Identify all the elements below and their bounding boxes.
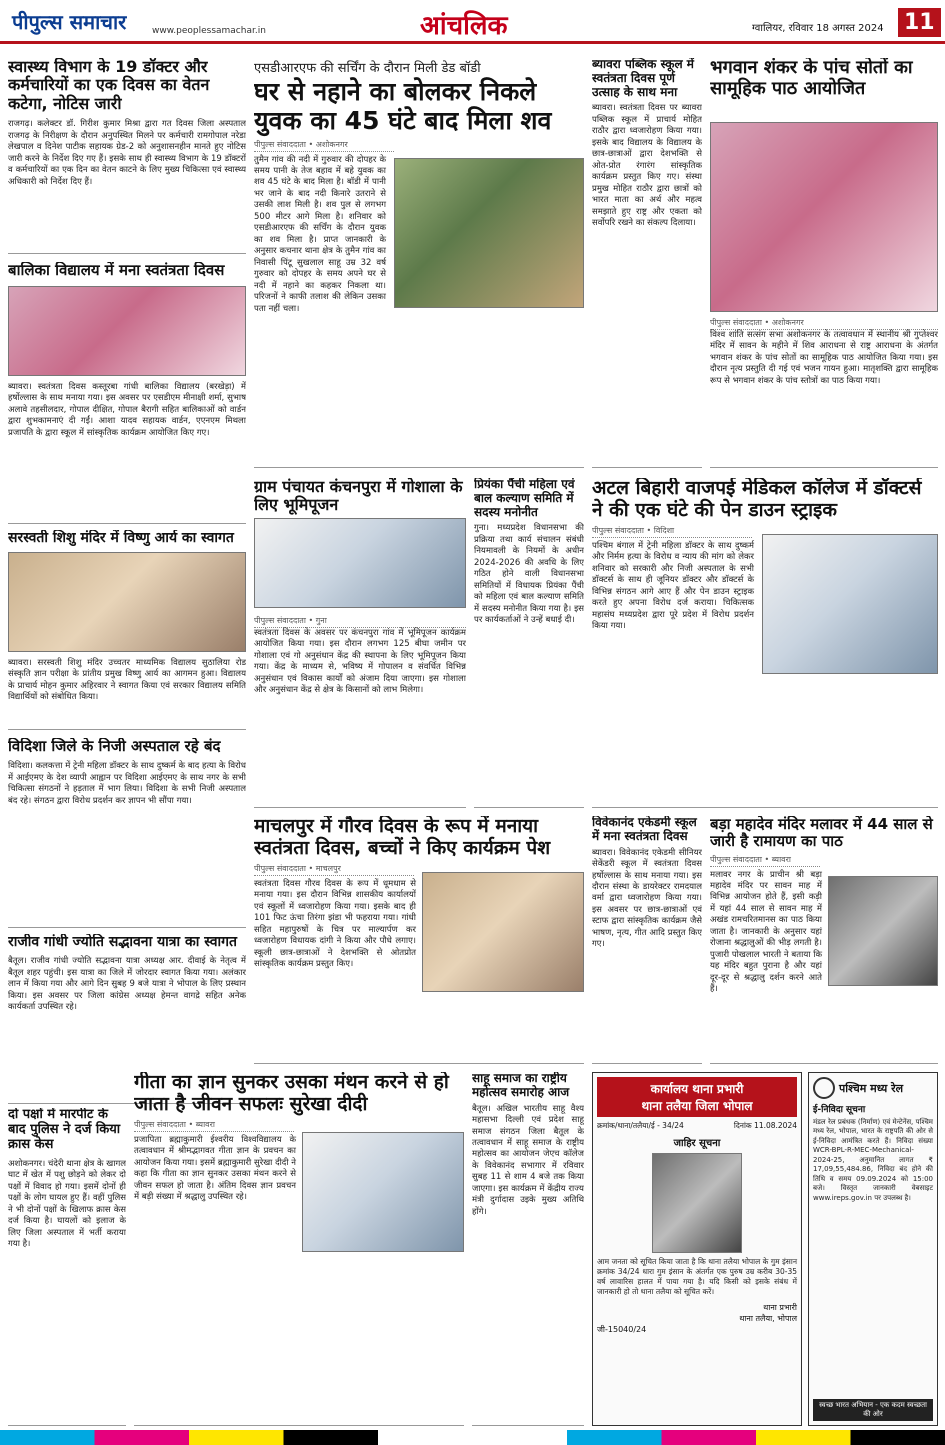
article-body: बैतूल। अखिल भारतीय साहू वैश्य महासभा दिल्ली एवं प्रदेश साहू समाज संगठन जिला बैतूल के तत्वावधान में साहू समाज के राष्ट्रीय महोत्सव का आयोजन जेएच कॉलेज के विवेकानंद सभागार में रविवार सुबह 11 से शाम 4 बजे तक किया जाएगा। इस कार्यक्रम में केंद्रीय राज्य मंत्री दुर्गादास उइके मुख्य अतिथि होंगे। [472, 1103, 584, 1217]
notice-adno: जी-15040/24 [597, 1324, 647, 1334]
headline: बड़ा महादेव मंदिर मलावर में 44 साल से जारी है रामायण का पाठ [710, 816, 933, 851]
masthead [0, 0, 945, 44]
article-machalpur [254, 816, 584, 1064]
site-url[interactable]: www.peoplessamachar.in [152, 26, 266, 36]
byline: पीपुल्स संवाददाता • अशोकनगर [254, 139, 394, 152]
article-body: मलावर नगर के प्राचीन श्री बड़ा महादेव मंदिर पर सावन माह में विभिन्न आयोजन होते हैं, इसी कड़ी में यहां 44 साल से सावन माह में अखंड रामचरितमानस का पाठ किया जाता है। जानकारी के अनुसार यहां रोजाना श्रद्धालुओं की भीड़ लगती है। पुजारी पोखलाल भारती ने बताया कि यह मंदिर बहुत पुराना है और यहां दूर-दूर से श्रद्धालु दर्शन करने आते हैं। [710, 869, 822, 995]
notice-label: जाहिर सूचना [673, 1138, 721, 1149]
byline: पीपुल्स संवाददाता • विदिशा [592, 525, 752, 538]
article-gaushala [254, 478, 466, 808]
headline: विवेकानंद एकेडमी स्कूल में मना स्वतंत्रता दिवस [592, 816, 697, 843]
headline: विदिशा जिले के निजी अस्पताल रहे बंद [8, 738, 221, 755]
article-dead-body [254, 58, 584, 468]
photo [710, 122, 938, 312]
article-body: ब्यावरा। सरस्वती शिशु मंदिर उच्चतर माध्यमिक विद्यालय सुठालिया रोड संस्कृति ज्ञान परीक्षा के प्रांतीय प्रमुख विष्णु आर्य का आगमन हुआ। विद्यालय के प्राचार्य मोहन कुमार अहिरवार ने स्वागत किया एवं सरकार विद्यालय समिति विद्यार्थियों को संबोधित किया। [8, 658, 246, 703]
notice-sign: थाना प्रभारी [763, 1302, 797, 1312]
byline: पीपुल्स संवाददाता • माचलपुर [254, 863, 414, 876]
photo [302, 1132, 464, 1252]
headline: दो पक्षों में मारपीट के बाद पुलिस ने दर्ज किया क्रास केस [8, 1108, 121, 1152]
photo [422, 872, 584, 992]
photo [8, 286, 246, 376]
headline: ग्राम पंचायत कंचनपुरा में गोशाला के लिए भूमिपूजन [254, 478, 463, 515]
article-cross-case [8, 1108, 126, 1426]
headline: बालिका विद्यालय में मना स्वतंत्रता दिवस [8, 262, 225, 279]
article-public-school [592, 58, 702, 468]
notice-subtitle: थाना तलैया जिला भोपाल [641, 1099, 753, 1113]
headline: साहू समाज का राष्ट्रीय महोत्सव समारोह आज [472, 1072, 570, 1099]
article-body: स्वतंत्रता दिवस गौरव दिवस के रूप में धूमधाम से मनाया गया। इस दौरान विभिन्न शासकीय कार्यालयों एवं स्कूलों में ध्वजारोहण किया गया। इसके बाद ही 101 फिट ऊंचा तिरंगा झंडा भी फहराया गया। गांधी सहित महापुरुषों के चित्र पर माल्यार्पण कर ध्वजारोहण विधायक दांगी ने किया और पौधे लगाए। स्कूली छात्र-छात्राओं ने देशभक्ति से ओतप्रोत सांस्कृतिक कार्यक्रम प्रस्तुत किए। [254, 878, 416, 969]
article-body: स्वतंत्रता दिवस के अवसर पर कंचनपुरा गांव में भूमिपूजन कार्यक्रम आयोजित किया गया। इस दौरान लगभग 125 बीघा जमीन पर गोशाला एवं गो अनुसंधान केंद्र की स्थापना के लिए भूमिपूजन किया गया। केंद्र के माध्यम से, भविष्य में गोपालन व संवर्धित विभिन्न अनुसंधान एवं विकास कार्यों को अंजाम दिया जाएगा। इस गोशाला और अनुसंधान केंद्र से क्षेत्र के किसानों को लाभ मिलेगा। [254, 628, 466, 696]
article-body: अशोकनगर। चंदेरी थाना क्षेत्र के खागल घाट में खेत में पशु छोड़ने को लेकर दो पक्षों में विवाद हो गया। इसमें दोनों ही पक्षों के लोग घायल हुए हैं। वहीं पुलिस ने भी दोनों पक्षों के खिलाफ क्रास केस दर्ज किया है। घायलों को इलाज के लिए जिला अस्पताल में भर्ती कराया गया है। [8, 1158, 126, 1250]
missing-person-photo [652, 1153, 742, 1253]
article-health-salary [8, 58, 246, 254]
headline: भगवान शंकर के पांच सोतों का सामूहिक पाठ आयोजित [710, 58, 913, 99]
photo [762, 534, 938, 674]
kicker: एसडीआरएफ की सर्चिंग के दौरान मिली डेड बॉडी [254, 61, 481, 76]
article-girls-school [8, 262, 246, 524]
dateline: ग्वालियर, रविवार 18 अगस्त 2024 [752, 23, 884, 34]
photo [8, 552, 246, 652]
tender-sub: ई-निविदा सूचना [813, 1105, 866, 1115]
article-body: राजगढ़। कलेक्टर डॉ. गिरीश कुमार मिश्रा द्वारा गत दिवस जिला अस्पताल राजगढ़ के निरीक्षण के दौरान अनुपस्थित मिलने पर कर्मचारी रामगोपाल नरेडा लेखपाल व दिनेश पाटीक सहायक ग्रेड-2 को अनुशासनहीन मानते हुए नोटिस जारी करने के निर्देश दिए गए हैं। इसके साथ ही स्वास्थ्य विभाग के 19 डॉक्टरों व कर्मचारियों का एक दिन का वेतन काटने के लिए मुख्य चिकित्सा एवं स्वास्थ्य अधिकारी को निर्देश दिए हैं। [8, 119, 246, 187]
headline: गीता का ज्ञान सुनकर उसका मंथन करने से हो जाता है जीवन सफलः सुरेखा दीदी [134, 1072, 449, 1115]
article-body: विश्व शांति सत्संग सभा अशोकनगर के तत्वावधान में स्थानीय श्री गुप्तेश्वर मंदिर में सावन के महीने में शिव आराधना से राष्ट्र आराधना के अंतर्गत भगवान शंकर के पांच सोतों का सामूहिक पाठ आयोजित किया गया। इस दौरान नृत्य प्रस्तुति दी गई एवं भजन गायन हुआ। मातृशक्ति द्वारा सामूहिक रूप से भगवान शंकर के पांच स्तोत्रों का पाठ किया गया। [710, 330, 938, 386]
article-body: विदिशा। कलकत्ता में ट्रेनी महिला डॉक्टर के साथ दुष्कर्म के बाद हत्या के विरोध में आईएमए के देश व्यापी आह्वान पर विदिशा आईएमए के साथ नगर के सभी चिकित्सा संगठनों ने हड़ताल में भाग लिया। विदिशा के सभी निजी अस्पताल बंद रहे। संगठन द्वारा विरोध प्रदर्शन कर ज्ञापन भी सौंपा गया। [8, 761, 246, 806]
article-body: तुमैन गांव की नदी में गुरुवार की दोपहर के समय पानी के तेज बहाव में बहे युवक का शव 45 घंटे के बाद मिला है। बॉडी में पानी भर जाने के बाद नदी किनारे उतराने से उसकी लाश मिली है। शव पुल से लगभग 500 मीटर आगे मिला है। शनिवार को एसडीआरएफ की सर्चिंग के दौरान युवक का शव मिला है। प्राप्त जानकारी के अनुसार कचनार थाना क्षेत्र के तुमैन गांव का निवासी पिंटू सुखलाल साहू उम्र 32 वर्ष गुरुवार को दोपहर के समय अपने घर से नदी में नहाने का कहकर निकला था। परिजनों ने काफी तलाश की लेकिन उसका पता नहीं चला। [254, 154, 386, 314]
article-body: बैतूल। राजीव गांधी ज्योति सद्भावना यात्रा अध्यक्ष आर. दीवाई के नेतृत्व में बैतूल शहर पहुंची। इस यात्रा का जिले में जोरदार स्वागत किया गया। अलंकार लान में किया गया और आगे दिन सुबह 9 बजे यात्रा ने भोपाल के लिए प्रस्थान किया। इस अवसर पर जिला कांग्रेस अध्यक्ष हेमन्त वागद्रे सहित अनेक कार्यकर्ता उपस्थित रहे। [8, 956, 246, 1012]
article-mahadev [710, 816, 938, 1064]
notice-title: कार्यालय थाना प्रभारी [650, 1082, 744, 1096]
byline: पीपुल्स संवाददाता • अशोकनगर [710, 317, 938, 330]
article-body: ब्यावरा। स्वतंत्रता दिवस पर ब्यावरा पब्लिक स्कूल में प्राचार्य मोहित राठौर द्वारा ध्वजारोहण किया गया। इसके बाद विद्यालय के विद्यालय के छात्र-छात्राओं द्वारा देशभक्ति से ओत-प्रोत रंगारंग सांस्कृतिक कार्यक्रम प्रस्तुत किए गए। संस्था प्रमुख मोहित राठौर द्वारा छात्रों को भारत माता का अर्थ और महत्व समझाते हुए राष्ट्र और एकता को सर्वोपरि रखने का संकल्प दिलाया। [592, 103, 702, 229]
article-body: ब्यावरा। विवेकानंद एकेडमी सीनियर सेकेंडरी स्कूल में स्वतंत्रता दिवस हर्षोल्लास के साथ मनाया गया। इस दौरान संस्था के डायरेक्टर रामदयाल वर्मा द्वारा ध्वजारोहण किया गया। इस अवसर पर छात्र-छात्राओं एवं स्टाफ द्वारा सांस्कृतिक कार्यक्रम जैसे भाषण, नृत्य, गीत आदि प्रस्तुत किए गए। [592, 847, 702, 950]
article-vidisha-hospitals [8, 738, 246, 928]
police-notice [592, 1072, 802, 1426]
photo [828, 876, 938, 986]
article-sahu-samaj [472, 1072, 584, 1426]
article-vivekanand [592, 816, 702, 1064]
headline: राजीव गांधी ज्योति सद्भावना यात्रा का स्वागत [8, 934, 238, 950]
notice-body: आम जनता को सूचित किया जाता है कि थाना तलैया भोपाल के गुम इंसान क्रमांक 34/24 धारा गुम इंसान के अंतर्गत एक पुरुष उम्र करीब 30-35 वर्ष लावारिस हालत में पाया गया है। यदि किसी को इसके संबंध में जानकारी हो तो थाना तलैया को सूचित करें। [597, 1257, 797, 1297]
article-shiv-path [710, 58, 938, 468]
headline: सरस्वती शिशु मंदिर में विष्णु आर्य का स्वागत [8, 530, 234, 546]
article-body: ब्यावरा। स्वतंत्रता दिवस कस्तूरबा गांधी बालिका विद्यालय (बरखेड़ा) में हर्षोल्लास के साथ मनाया गया। इस अवसर पर एसडीएम मीनाक्षी शर्मा, सुभाष अलावे तहसीलदार, गोपाल दीक्षित, गोपाल बैरागी सहित बालिकाओं को वार्डन द्वारा शुभकामनाएं दी गईं। आशा यादव सहायक वार्डन, एएनएम मिथला प्रजापति के द्वारा स्कूल में सांस्कृतिक कार्यक्रम आयोजित किए गए। [8, 382, 246, 438]
article-shishu-mandir [8, 530, 246, 730]
headline: अटल बिहारी वाजपई मेडिकल कॉलेज में डॉक्टर्स ने की एक घंटे की पेन डाउन स्ट्राइक [592, 478, 922, 521]
article-gita [134, 1072, 464, 1426]
headline: प्रियंका पैंची महिला एवं बाल कल्याण समिति में सदस्य मनोनीत [474, 478, 575, 519]
notice-ref: क्रमांक/थाना/तलैया/ई - 34/24 [597, 1121, 684, 1130]
byline: पीपुल्स संवाददाता • गुना [254, 615, 466, 628]
page-number: 11 [898, 8, 941, 37]
headline: स्वास्थ्य विभाग के 19 डॉक्टर और कर्मचारियों का एक दिवस का वेतन कटेगा, नोटिस जारी [8, 58, 210, 113]
brand-logo: पीपुल्स समाचार [12, 10, 127, 34]
headline: माचलपुर में गौरव दिवस के रूप में मनाया स्वतंत्रता दिवस, बच्चों ने किए कार्यक्रम पेश [254, 816, 551, 859]
byline: पीपुल्स संवाददाता • ब्यावरा [710, 854, 820, 867]
photo [394, 158, 584, 308]
notice-place: थाना तलैया, भोपाल [739, 1313, 797, 1323]
tender-footer: स्वच्छ भारत अभियान - एक कदम स्वच्छता की ओर [813, 1399, 933, 1421]
tender-title: पश्चिम मध्य रेल [839, 1081, 904, 1095]
railway-tender [808, 1072, 938, 1426]
railway-logo-icon [813, 1077, 835, 1099]
article-body: गुना। मध्यप्रदेश विधानसभा की प्रक्रिया तथा कार्य संचालन संबंधी नियमावली के नियमों के अधीन 2024-2026 की अवधि के लिए गठित होने वाली विधानसभा समितियों में विधायक प्रियंका पैंची को महिला एवं बाल कल्याण समिति में सदस्य मनोनीत किया गया है। इस पर कार्यकर्ताओं ने उन्हें बधाई दी। [474, 523, 584, 626]
article-pen-down [592, 478, 938, 808]
headline: ब्यावरा पब्लिक स्कूल में स्वतंत्रता दिवस पूर्ण उत्साह के साथ मना [592, 58, 694, 99]
byline: पीपुल्स संवाददाता • ब्यावरा [134, 1119, 294, 1132]
headline: घर से नहाने का बोलकर निकले युवक का 45 घंटे बाद मिला शव [254, 77, 552, 135]
color-registration-bar [0, 1430, 945, 1445]
notice-date: दिनांक 11.08.2024 [733, 1121, 797, 1130]
tender-body: मंडल रेल प्रबंधक (निर्माण) एवं मेन्टेनेंस, पश्चिम मध्य रेल, भोपाल, भारत के राष्ट्रपति की ओर से ई-निविदा आमंत्रित करते हैं। निविदा संख्या WCR-BPL-R-MEC-Mechanical-2024-25, अनुमानित लागत ₹ 17,09,55,484.86, निविदा बंद होने की तिथि व समय 09.09.2024 को 15:00 बजे। विस्तृत जानकारी वेबसाइट www.ireps.gov.in पर उपलब्ध है। [813, 1118, 933, 1202]
section-title: आंचलिक [420, 11, 508, 41]
article-priyanka [474, 478, 584, 808]
article-body: प्रजापिता ब्रह्माकुमारी ईश्वरीय विश्वविद्यालय के तत्वावधान में श्रीमद्भागवत गीता ज्ञान के प्रवचन का आयोजन किया गया। इसमें ब्रह्माकुमारी सुरेखा दीदी ने कहा कि गीता का ज्ञान सुनकर उसका मंथन करने से जीवन सफल हो जाता है। अंतिम दिवस ज्ञान प्रवचन में बड़ी संख्या में श्रद्धालु उपस्थित रहे। [134, 1134, 296, 1203]
article-body: पश्चिम बंगाल में ट्रेनी महिला डॉक्टर के साथ दुष्कर्म और निर्मम हत्या के विरोध व न्याय की मांग को लेकर शनिवार को सरकारी और निजी अस्पताल के सभी डॉक्टर्स के साथ ही जूनियर डॉक्टर और डॉक्टर्स के विभिन्न संगठन आगे आए हैं और पेन डाउन स्ट्राइक करते हुए अपना विरोध दर्ज कराया। चिकित्सक महासंघ मध्यप्रदेश द्वारा पूरे प्रदेश में विरोध प्रदर्शन किया गया। [592, 540, 754, 631]
photo [254, 518, 466, 608]
